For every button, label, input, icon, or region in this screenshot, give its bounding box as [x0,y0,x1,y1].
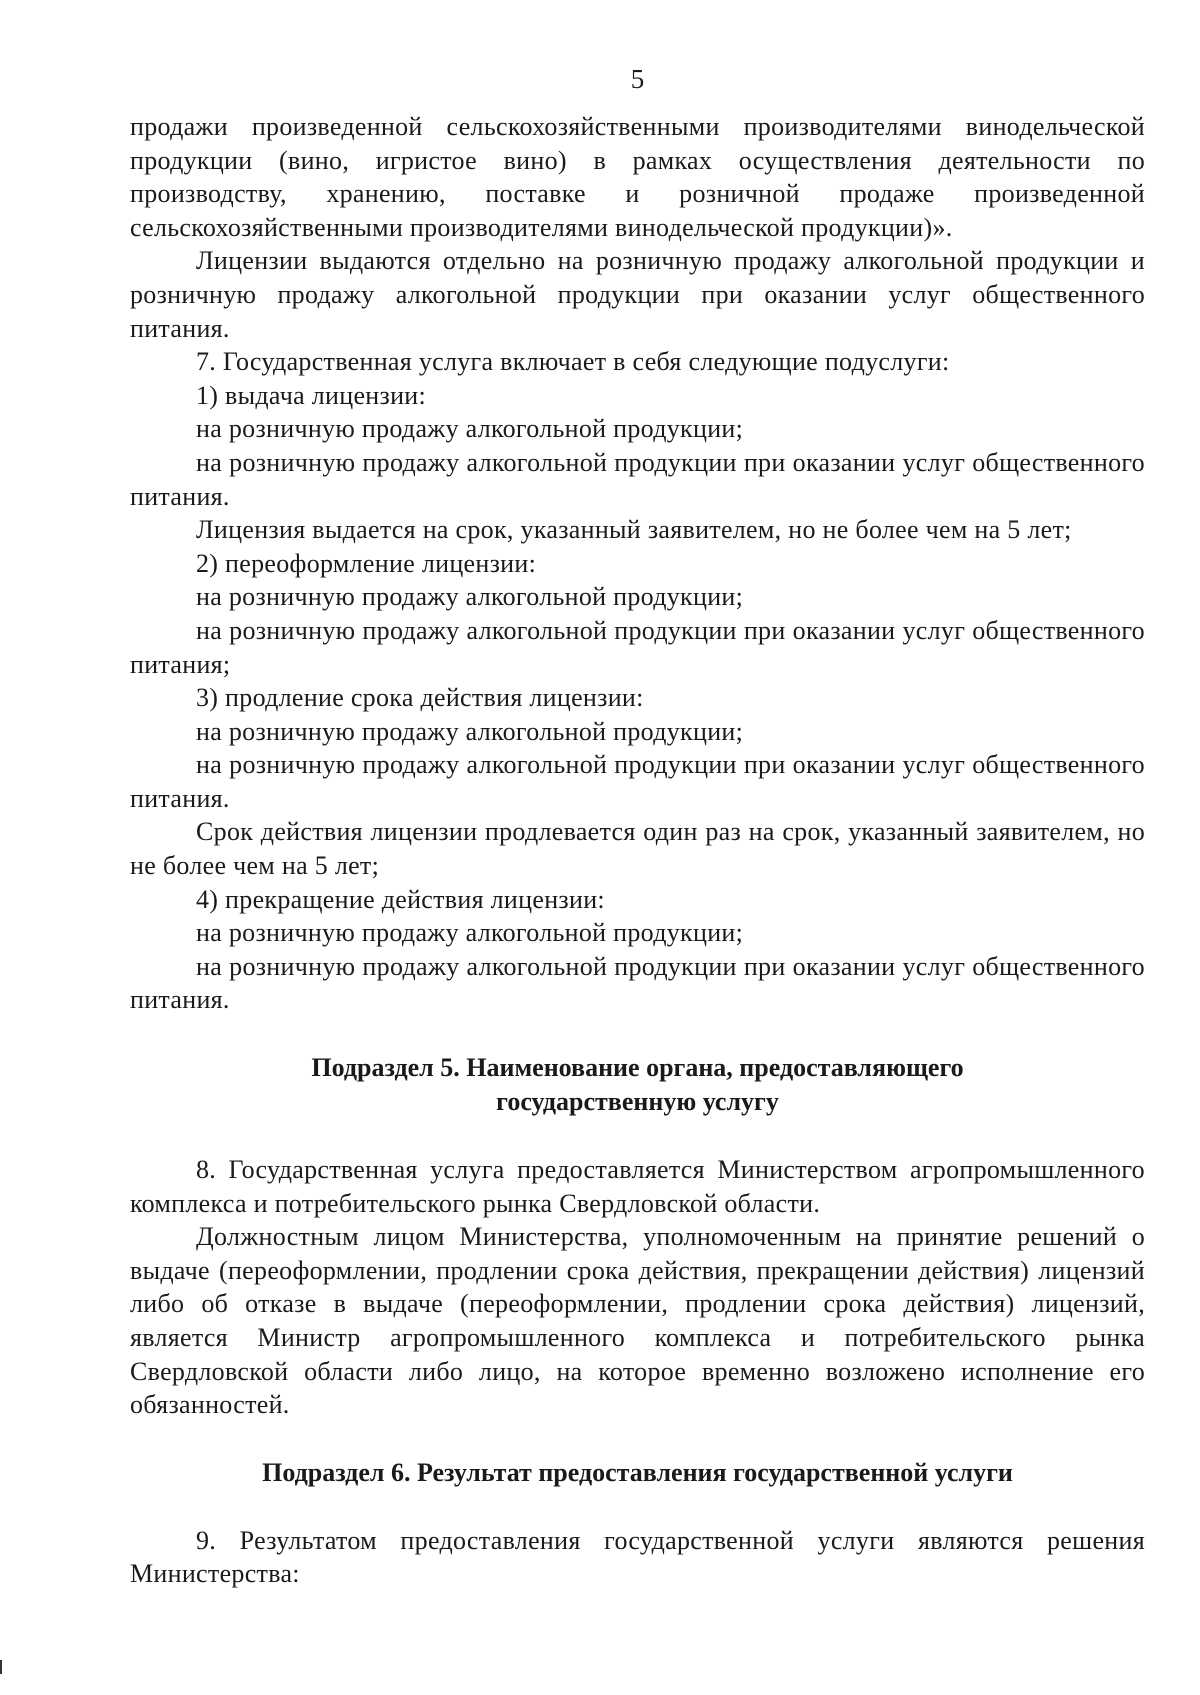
list-subitem: на розничную продажу алкогольной продукции; [196,582,744,612]
paragraph-item-8: 8. Государственная услуга предоставляется Министерством агропромышленного комплекса и потребительского рынка Свердловской области. [130,1155,1145,1218]
scan-edge-mark [0,1660,2,1674]
list-subitem: на розничную продажу алкогольной продукции; [196,716,744,746]
paragraph-license-term: Лицензия выдается на срок, указанный заявителем, но не более чем на 5 лет; [196,515,1072,545]
paragraph-licenses-separately: Лицензии выдаются отдельно на розничную продажу алкогольной продукции и розничную продажу алкогольной продукции при оказании услуг общественного питания. [130,246,1145,343]
list-subitem: на розничную продажу алкогольной продукции; [196,414,744,444]
paragraph-extension-term: Срок действия лицензии продлевается один раз на срок, указанный заявителем, но не более чем на 5 лет; [130,817,1145,881]
list-subitem: на розничную продажу алкогольной продукции при оказании услуг общественного питания; [130,615,1145,679]
section5-heading [130,1051,1145,1119]
list-item-reissue-license: 2) переоформление лицензии: [196,548,537,578]
paragraph-continuation: продажи произведенной сельскохозяйственными производителями винодельческой продукции (вино, игристое вино) в рамках осуществления деятельности по производству, хранению, поставке и розничной продаже произведенной сельскохозяйственными производителями винодельческой продукции)». [130,112,1145,242]
section5-heading-line2: государственную услугу [496,1087,779,1117]
list-item-issue-license: 1) выдача лицензии: [196,380,427,410]
paragraph-item-7: 7. Государственная услуга включает в себя следующие подуслуги: [196,347,950,377]
section5-heading-line1: Подраздел 5. Наименование органа, предоставляющего [311,1053,964,1083]
page-number: 5 [630,64,645,94]
list-subitem: на розничную продажу алкогольной продукции; [196,918,744,948]
paragraph-official: Должностным лицом Министерства, уполномоченным на принятие решений о выдаче (переоформлении, продлении срока действия, прекращении действия) лицензий либо об отказе в выдаче (переоформлении, продлении срока действия) лицензий, является Министр агропромышленного комплекса и потребительского рынка Свердловской области либо лицо, на которое временно возложено исполнение его обязанностей. [130,1222,1145,1420]
paragraph-item-9: 9. Результатом предоставления государственной услуги являются решения Министерства: [130,1525,1145,1589]
list-item-terminate-license: 4) прекращение действия лицензии: [196,884,605,914]
section6-heading [130,1456,1145,1490]
document-page [130,62,1145,1682]
list-item-extend-license: 3) продление срока действия лицензии: [196,683,644,713]
list-subitem: на розничную продажу алкогольной продукции при оказании услуг общественного питания. [130,951,1145,1015]
list-subitem: на розничную продажу алкогольной продукции при оказании услуг общественного питания. [130,750,1145,813]
section6-heading-line: Подраздел 6. Результат предоставления государственной услуги [262,1457,1013,1487]
list-subitem: на розничную продажу алкогольной продукции при оказании услуг общественного питания. [130,447,1145,511]
